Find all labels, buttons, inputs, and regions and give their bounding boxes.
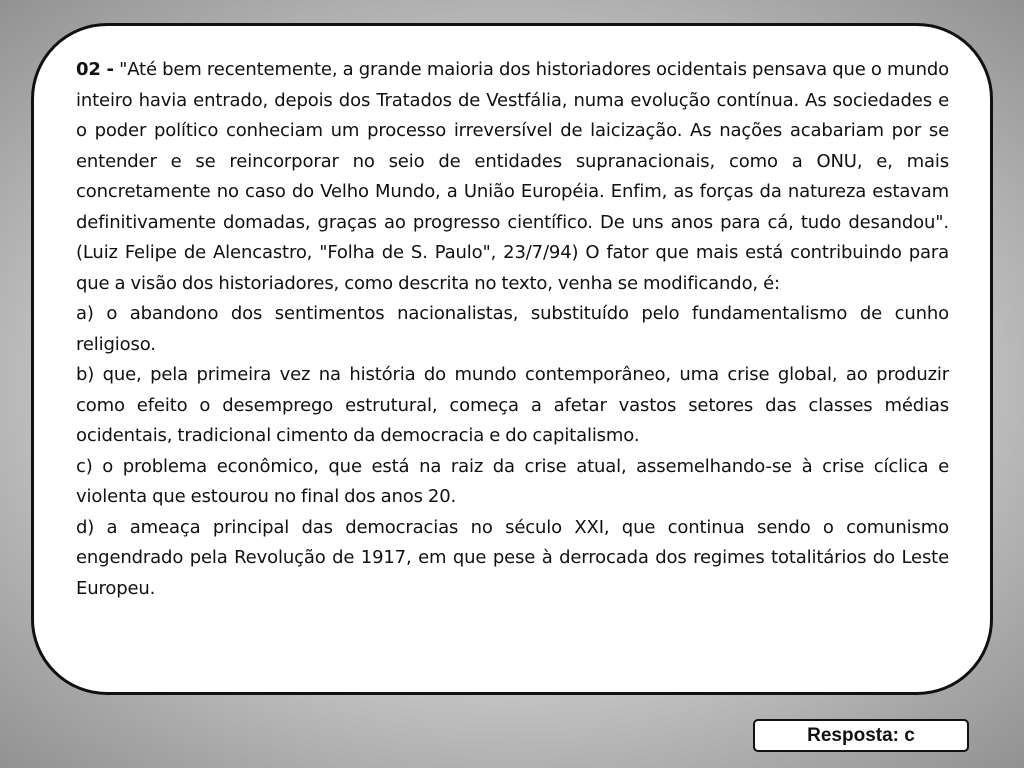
question-text-block — [76, 55, 949, 604]
question-number: 02 - — [76, 59, 114, 80]
question-prompt: "Até bem recentemente, a grande maioria dos historiadores ocidentais pensava que o mundo inteiro havia entrado, depois dos Tratados de Vestfália, numa evolução contínua. As sociedades e o poder político conheciam um processo irreversível de laicização. As nações acabariam por se entender e se reincorporar no seio de entidades supranacionais, como a ONU, e, mais concretamente no caso do Velho Mundo, a União Européia. Enfim, as forças da natureza estavam definitivamente domadas, graças ao progresso científico. De uns anos para cá, tudo desandou". (Luiz Felipe de Alencastro, "Folha de S. Paulo", 23/7/94) O fator que mais está contribuindo para que a visão dos historiadores, como descrita no texto, venha se modificando, é: — [76, 59, 950, 294]
option-a: a) o abandono dos sentimentos nacionalistas, substituído pelo fundamentalismo de cunho religioso. — [76, 303, 949, 355]
option-c: c) o problema econômico, que está na raiz da crise atual, assemelhando-se à crise cíclica e violenta que estourou no final dos anos 20. — [76, 455, 949, 507]
answer-box — [753, 719, 969, 752]
answer-label: Resposta: c — [807, 724, 915, 746]
question-statement — [76, 55, 949, 299]
option-b: b) que, pela primeira vez na história do mundo contemporâneo, uma crise global, ao produzir como efeito o desemprego estrutural, começa a afetar vastos setores das classes médias ocidentais, tradicional cimento da democracia e do capitalismo. — [76, 364, 949, 446]
option-d: d) a ameaça principal das democracias no século XXI, que continua sendo o comunismo engendrado pela Revolução de 1917, em que pese à derrocada dos regimes totalitários do Leste Europeu. — [76, 516, 949, 599]
